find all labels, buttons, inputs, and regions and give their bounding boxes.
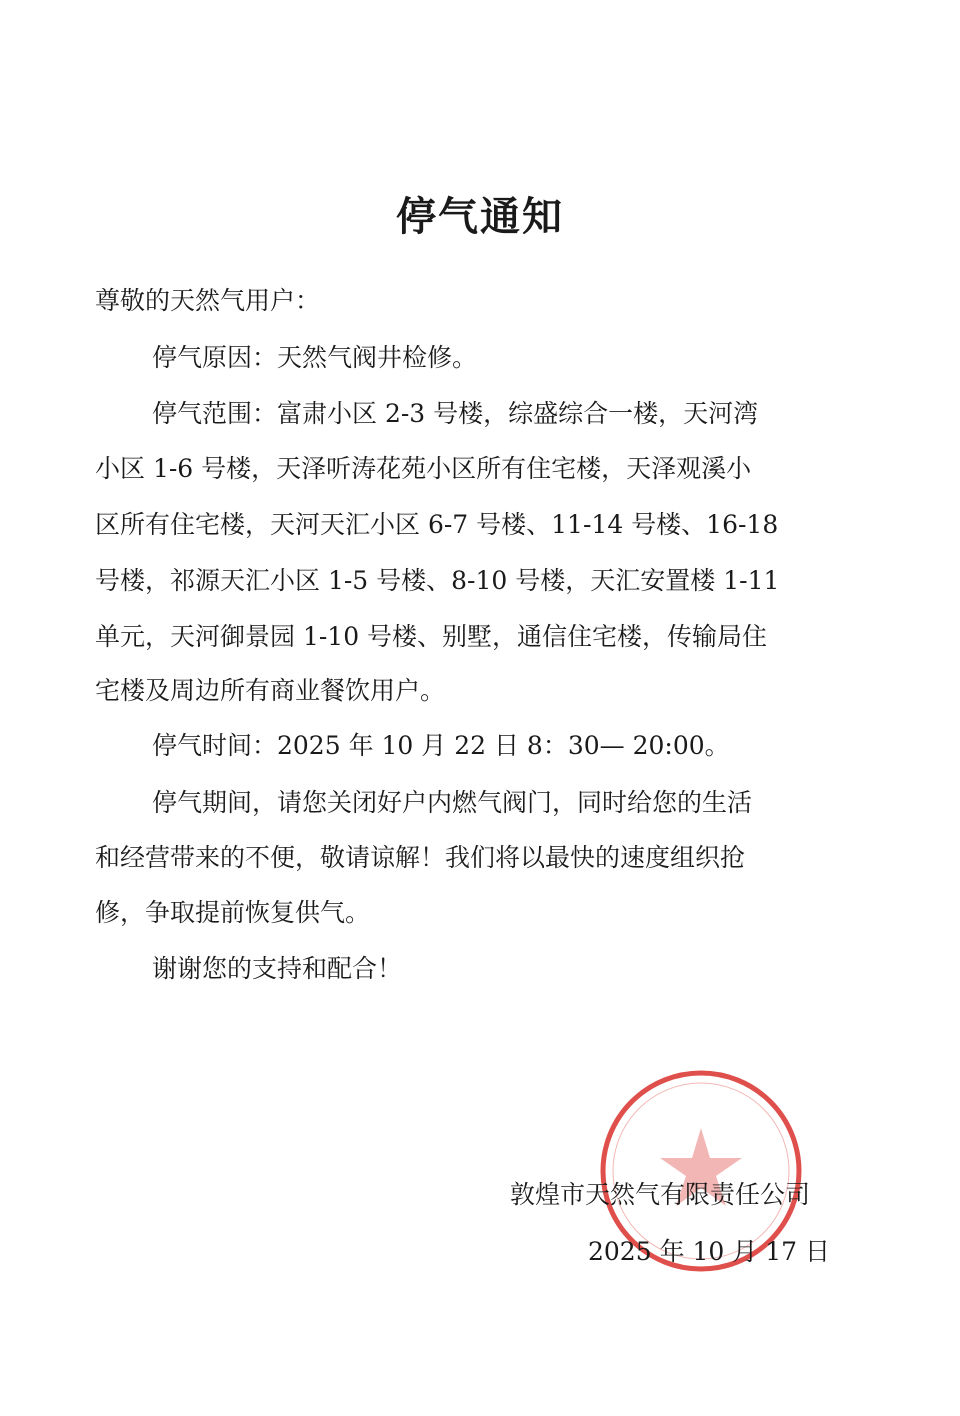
signature-company: 敦煌市天然气有限责任公司	[510, 1180, 811, 1209]
notice-line: 停气期间，请您关闭好户内燃气阀门，同时给您的生活	[152, 788, 753, 817]
salutation: 尊敬的天然气用户：	[95, 286, 321, 315]
notice-line: 和经营带来的不便，敬请谅解！我们将以最快的速度组织抢	[95, 843, 746, 872]
signature-date: 2025 年 10 月 17 日	[588, 1237, 830, 1266]
scope-line: 单元，天河御景园 1-10 号楼、别墅，通信住宅楼，传输局住	[95, 622, 768, 651]
thanks: 谢谢您的支持和配合！	[152, 954, 403, 983]
notice-line: 修，争取提前恢复供气。	[95, 898, 371, 927]
notice-title: 停气通知	[396, 193, 564, 240]
scope-line: 区所有住宅楼，天河天汇小区 6-7 号楼、11-14 号楼、16-18	[95, 510, 779, 539]
scope-line: 宅楼及周边所有商业餐饮用户。	[95, 676, 446, 705]
scope-line: 小区 1-6 号楼，天泽听涛花苑小区所有住宅楼，天泽观溪小	[95, 454, 752, 483]
outage-reason: 停气原因：天然气阀井检修。	[152, 343, 478, 372]
outage-time: 停气时间：2025 年 10 月 22 日 8：30— 20:00。	[152, 731, 730, 760]
scope-line: 停气范围：富肃小区 2-3 号楼，综盛综合一楼，天河湾	[152, 399, 759, 428]
scope-line: 号楼，祁源天汇小区 1-5 号楼、8-10 号楼，天汇安置楼 1-11	[95, 566, 780, 595]
